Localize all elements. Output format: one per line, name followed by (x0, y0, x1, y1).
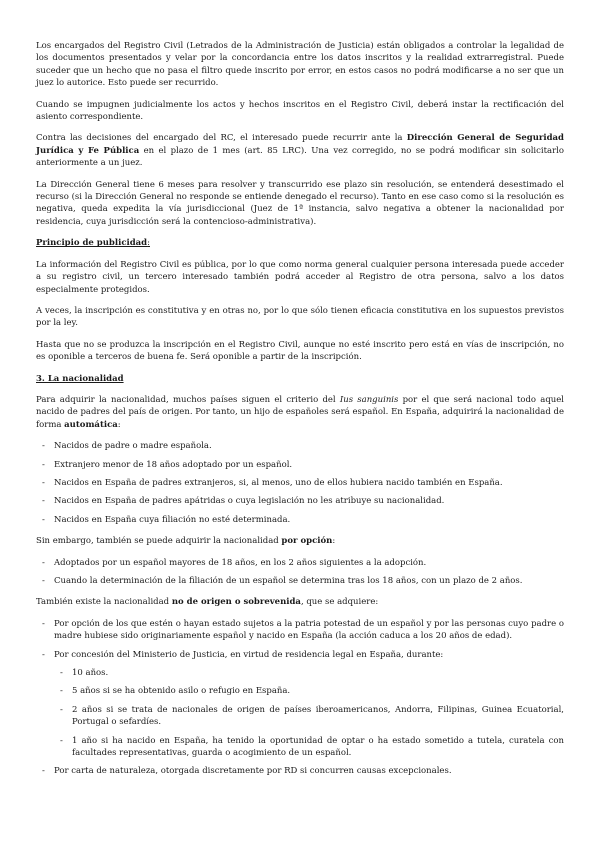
list-no-de-origen (36, 618, 564, 778)
sublist-item: - 1 año si ha nacido en España, ha tenido la oportunidad de optar o ha estado sometido a tutela, curatela con facultades representativas, guarda o acogimiento de un español. (54, 735, 564, 760)
heading-principio-publicidad: Principio de publicidad: (36, 238, 150, 249)
list-item: - Adoptados por un español mayores de 18 años, en los 2 años siguientes a la adopción. (36, 557, 564, 569)
paragraph-publicidad: La información del Registro Civil es pública, por lo que como norma general cualquier persona interesada puede acceder a su registro civil, un tercero interesado también podrá acceder al Registro de otra persona, salvo a los datos especialmente protegidos. (36, 259, 564, 295)
list-item: - Por opción de los que estén o hayan estado sujetos a la patria potestad de un español y por las personas cuyo padre o madre hubiese sido originariamente español y nacido en España (la acción caduca a los 20 años de edad). (36, 618, 564, 643)
list-item: - Por concesión del Ministerio de Justicia, en virtud de residencia legal en España, durante: - 10 años. - 5 años si se ha obtenido asilo o refugio en España. - 2 años si se trata de nacionales de origen de países iberoamericanos, Andorra, Filipinas, Guinea Ecuatorial, Portugal o sefardíes. - 1 año si ha nacido en España, ha tenido la oportunidad de optar o ha estado sometido a tutela, curatela con facultades representativas, guarda o acogimiento de un español. (36, 649, 564, 760)
paragraph-por-opcion: Sin embargo, también se puede adquirir la nacionalidad por opción: (36, 536, 336, 547)
paragraph-registro-control: Los encargados del Registro Civil (Letrados de la Administración de Justicia) están obligados a controlar la legalidad de los documentos presentados y velar por la concordancia entre los datos inscritos y la realidad extrarregistral. Puede suceder que un hecho que no pasa el filtro quede inscrito por error, en estos casos no podrá modificarse a no ser que un juez lo autorice. Esto puede ser recurrido. (36, 41, 564, 89)
paragraph-impugnacion: Cuando se impugnen judicialmente los actos y hechos inscritos en el Registro Civil, deberá instar la rectificación del asiento correspondiente. (36, 99, 564, 123)
sublist-item: - 10 años. (54, 667, 564, 679)
list-automatica (36, 440, 564, 526)
heading-nacionalidad: 3. La nacionalidad (36, 373, 124, 384)
document-page (36, 40, 564, 787)
list-item: - Extranjero menor de 18 años adoptado por un español. (36, 459, 564, 471)
list-item: - Nacidos en España de padres extranjeros, si, al menos, uno de ellos hubiera nacido también en España. (36, 477, 564, 489)
list-item: - Por carta de naturaleza, otorgada discretamente por RD si concurren causas excepcionales. (36, 765, 564, 777)
list-item: - Nacidos en España cuya filiación no esté determinada. (36, 514, 564, 526)
direccion-general-bold: Dirección General de Seguridad Jurídica y Fe Pública (36, 133, 564, 156)
list-item: - Nacidos de padre o madre española. (36, 440, 564, 452)
paragraph-direccion-general-plazo: La Dirección General tiene 6 meses para resolver y transcurrido ese plazo sin resolución, se entenderá desestimado el recurso (si la Dirección General no responde se entiende denegado el recurso). Tanto en ese caso como si la resolución es negativa, queda expedita la vía jurisdiccional (Juez de 1ª instancia, salvo negativa a obtener la nacionalidad por residencia, cuya jurisdicción será la contencioso-administrativa). (36, 179, 564, 227)
paragraph-recurso: Contra las decisiones del encargado del RC, el interesado puede recurrir ante la Dirección General de Seguridad Jurídica y Fe Pública en el plazo de 1 mes (art. 85 LRC). Una vez corregido, no se podrá modificar sin solicitarlo anteriormente a un juez. (36, 133, 564, 169)
sublist-item: - 5 años si se ha obtenido asilo o refugio en España. (54, 685, 564, 697)
sublist-residencia (54, 667, 564, 759)
sublist-item: - 2 años si se trata de nacionales de origen de países iberoamericanos, Andorra, Filipinas, Guinea Ecuatorial, Portugal o sefardíes. (54, 704, 564, 729)
list-item: - Nacidos en España de padres apátridas o cuya legislación no les atribuye su nacionalidad. (36, 495, 564, 507)
automatica-bold: automática (64, 419, 118, 430)
list-por-opcion (36, 557, 564, 588)
paragraph-ius-sanguinis: Para adquirir la nacionalidad, muchos países siguen el criterio del Ius sanguinis por el que será nacional todo aquel nacido de padres del país de origen. Por tanto, un hijo de españoles será español. En España, adquirirá la nacionalidad de forma automática: (36, 394, 564, 430)
paragraph-inscripcion-constitutiva: A veces, la inscripción es constitutiva y en otras no, por lo que sólo tienen eficacia constitutiva en los supuestos previstos por la ley. (36, 305, 564, 329)
no-de-origen-bold: no de origen o sobrevenida (171, 597, 301, 608)
list-item: - Cuando la determinación de la filiación de un español se determina tras los 18 años, con un plazo de 2 años. (36, 575, 564, 587)
paragraph-no-de-origen: También existe la nacionalidad no de origen o sobrevenida, que se adquiere: (36, 597, 379, 608)
por-opcion-bold: por opción (281, 536, 333, 547)
ius-sanguinis-italic: Ius sanguinis (339, 394, 399, 405)
paragraph-oponibilidad: Hasta que no se produzca la inscripción en el Registro Civil, aunque no esté inscrito pero está en vías de inscripción, no es oponible a terceros de buena fe. Será oponible a partir de la inscripción. (36, 339, 564, 363)
